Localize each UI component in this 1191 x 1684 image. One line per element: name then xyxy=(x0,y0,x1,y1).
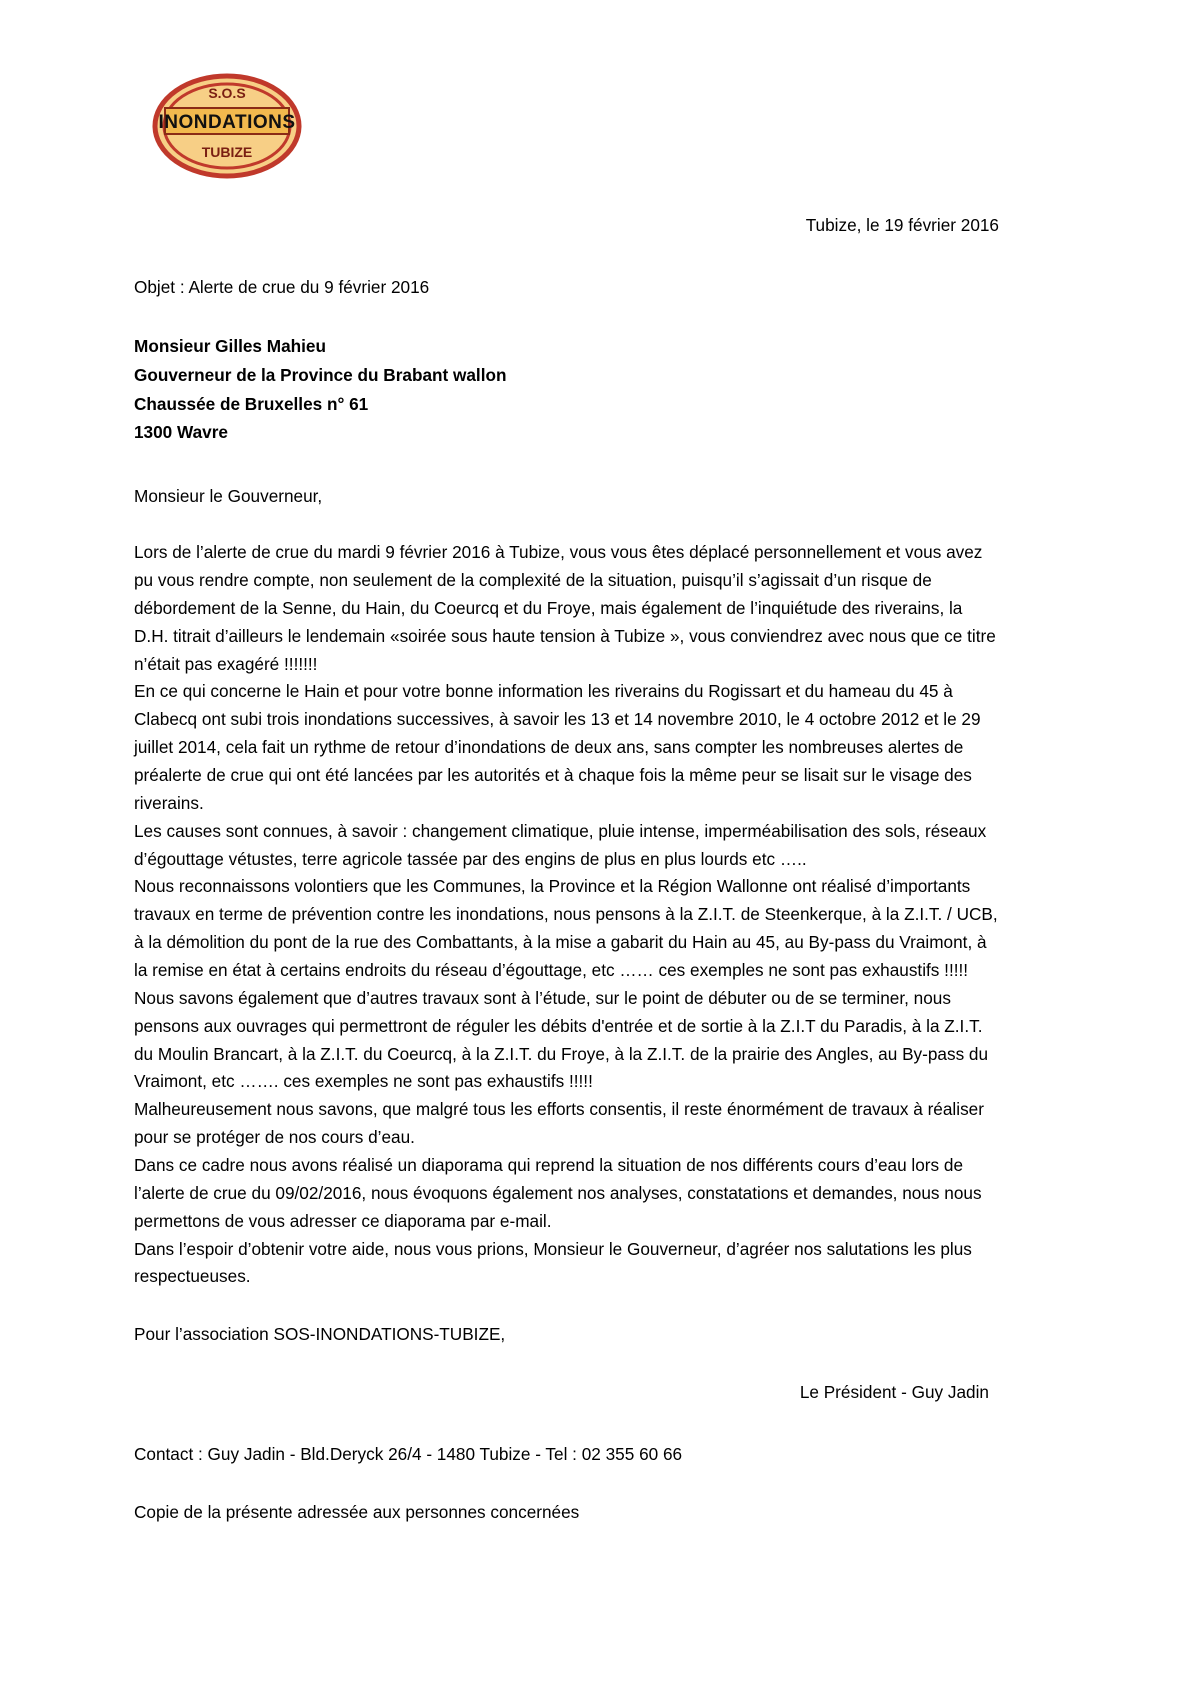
recipient-line-3: Chaussée de Bruxelles n° 61 xyxy=(134,393,369,414)
logo-bottom-text: TUBIZE xyxy=(201,144,253,160)
recipient-line-2: Gouverneur de la Province du Brabant wallon xyxy=(134,364,507,385)
logo-top-text: S.O.S xyxy=(208,85,246,101)
letter-body xyxy=(134,212,999,1527)
paragraph-5: Nous savons également que d’autres travaux sont à l’étude, sur le point de débuter ou de se terminer, nous pensons aux ouvrages qui permettront de réguler les débits d'entrée et de sortie à la Z.I.T du Paradis, à la Z.I.T. du Moulin Brancart, à la Z.I.T. du Coeurcq, à la Z.I.T. du Froye, à la Z.I.T. de la prairie des Angles, au By-pass du Vraimont, etc ……. ces exemples ne sont pas exhaustifs !!!!! xyxy=(134,987,989,1092)
recipient-line-4: 1300 Wavre xyxy=(134,422,228,443)
paragraph-2: En ce qui concerne le Hain et pour votre bonne information les riverains du Rogissart et du hameau du 45 à Clabecq ont subi trois inondations successives, à savoir les 13 et 14 novembre 2010, le 4 octobre 2012 et le 29 juillet 2014, cela fait un rythme de retour d’inondations de deux ans, sans compter les nombreuses alertes de préalerte de crue qui ont été lancées par les autorités et à chaque fois la même peur se lisait sur le visage des riverains. xyxy=(134,681,981,813)
paragraph-1: Lors de l’alerte de crue du mardi 9 février 2016 à Tubize, vous vous êtes déplacé personnellement et vous avez pu vous rendre compte, non seulement de la complexité de la situation, puisqu’il s’agissait d’un risque de débordement de la Senne, du Hain, du Coeurcq et du Froye, mais également de l’inquiétude des riverains, la D.H. titrait d’ailleurs le lendemain «soirée sous haute tension à Tubize », vous conviendrez avec nous que ce titre n’était pas exagéré !!!!!!! xyxy=(134,542,996,674)
logo-icon xyxy=(152,72,302,180)
paragraph-3: Les causes sont connues, à savoir : changement climatique, pluie intense, imperméabilisation des sols, réseaux d’égouttage vétustes, terre agricole tassée par des engins de plus en plus lourds etc ….. xyxy=(134,820,987,869)
recipient-block xyxy=(134,332,999,448)
contact-line: Contact : Guy Jadin - Bld.Deryck 26/4 - 1480 Tubize - Tel : 02 355 60 66 xyxy=(134,1444,683,1465)
copy-line: Copie de la présente adressée aux personnes concernées xyxy=(134,1501,580,1522)
paragraph-6: Malheureusement nous savons, que malgré tous les efforts consentis, il reste énormément de travaux à réaliser pour se protéger de nos cours d’eau. xyxy=(134,1099,984,1148)
logo-main-text: INONDATIONS xyxy=(158,112,296,133)
association-line: Pour l’association SOS-INONDATIONS-TUBIZE, xyxy=(134,1324,506,1345)
paragraph-4: Nous reconnaissons volontiers que les Communes, la Province et la Région Wallonne ont réalisé d’importants travaux en terme de prévention contre les inondations, nous pensons à la Z.I.T. de Steenkerque, à la Z.I.T. / UCB, à la démolition du pont de la rue des Combattants, à la mise a gabarit du Hain au 45, au By-pass du Vraimont, à la remise en état à certains endroits du réseau d’égouttage, etc …… ces exemples ne sont pas exhaustifs !!!!! xyxy=(134,876,998,981)
recipient-line-1: Monsieur Gilles Mahieu xyxy=(134,335,326,356)
paragraph-8: Dans l’espoir d’obtenir votre aide, nous vous prions, Monsieur le Gouverneur, d’agréer nos salutations les plus respectueuses. xyxy=(134,1238,972,1287)
salutation: Monsieur le Gouverneur, xyxy=(134,486,323,507)
president-signature-line: Le Président - Guy Jadin xyxy=(799,1382,989,1403)
subject-line: Objet : Alerte de crue du 9 février 2016 xyxy=(134,276,430,297)
date-line: Tubize, le 19 février 2016 xyxy=(805,215,999,235)
paragraph-7: Dans ce cadre nous avons réalisé un diaporama qui reprend la situation de nos différents cours d’eau lors de l’alerte de crue du 09/02/2016, nous évoquons également nos analyses, constatations et demandes, nous nous permettons de vous adresser ce diaporama par e-mail. xyxy=(134,1155,982,1231)
sos-inondations-tubize-logo xyxy=(152,72,302,180)
